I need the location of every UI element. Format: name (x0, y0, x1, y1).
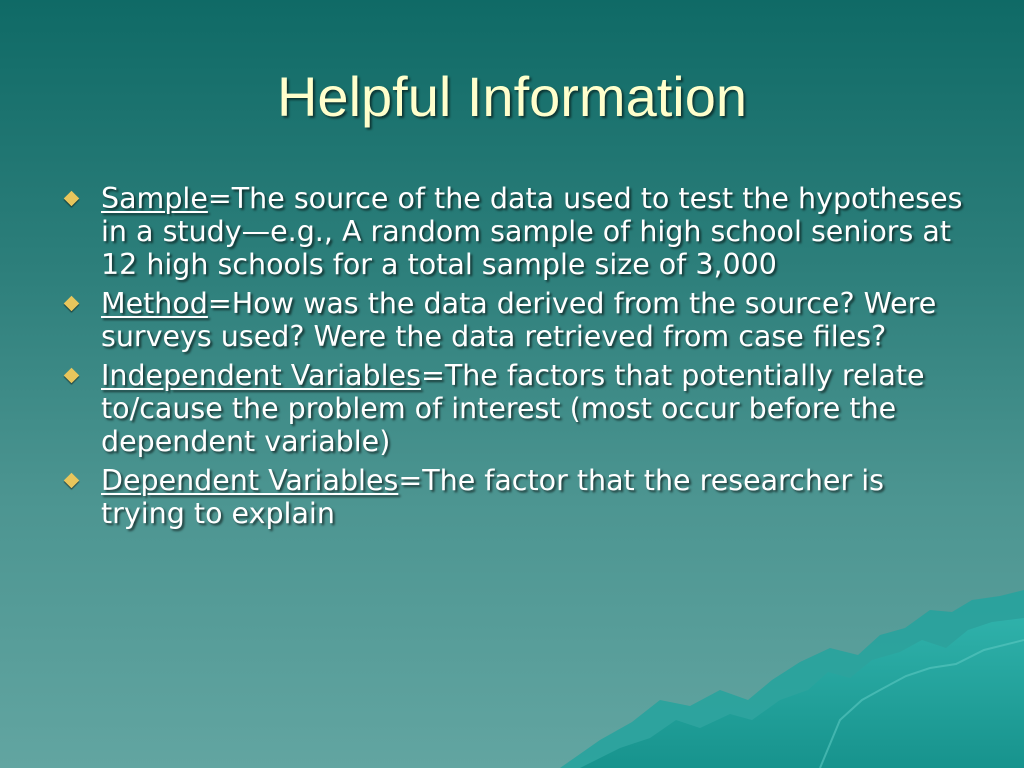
term-label: Method (101, 287, 208, 320)
list-item-sample (62, 182, 972, 281)
term-definition: =The source of the data used to test the hypotheses in a study—e.g., A random sample of high school seniors at 12 high schools for a total sample size of 3,000 (101, 182, 963, 281)
term-definition: =How was the data derived from the source? Were surveys used? Were the data retrieved from case files? (101, 287, 937, 353)
diamond-bullet-icon (64, 191, 80, 207)
term-label: Dependent Variables (101, 464, 399, 497)
list-item-method (62, 287, 972, 353)
diamond-bullet-icon (64, 473, 80, 489)
list-item-dependent-variables (62, 464, 972, 530)
front-mountain-peaks (580, 618, 1024, 768)
term-definition: =The factor that the researcher is trying to explain (101, 464, 884, 530)
list-item-independent-variables (62, 359, 972, 458)
diamond-bullet-icon (64, 296, 80, 312)
slide-title: Helpful Information (276, 65, 747, 128)
bullet-list (62, 182, 972, 536)
diamond-bullet-icon (64, 368, 80, 384)
term-definition: =The factors that potentially relate to/cause the problem of interest (most occur before the dependent variable) (101, 359, 925, 458)
term-label: Independent Variables (101, 359, 421, 392)
term-label: Sample (101, 182, 208, 215)
